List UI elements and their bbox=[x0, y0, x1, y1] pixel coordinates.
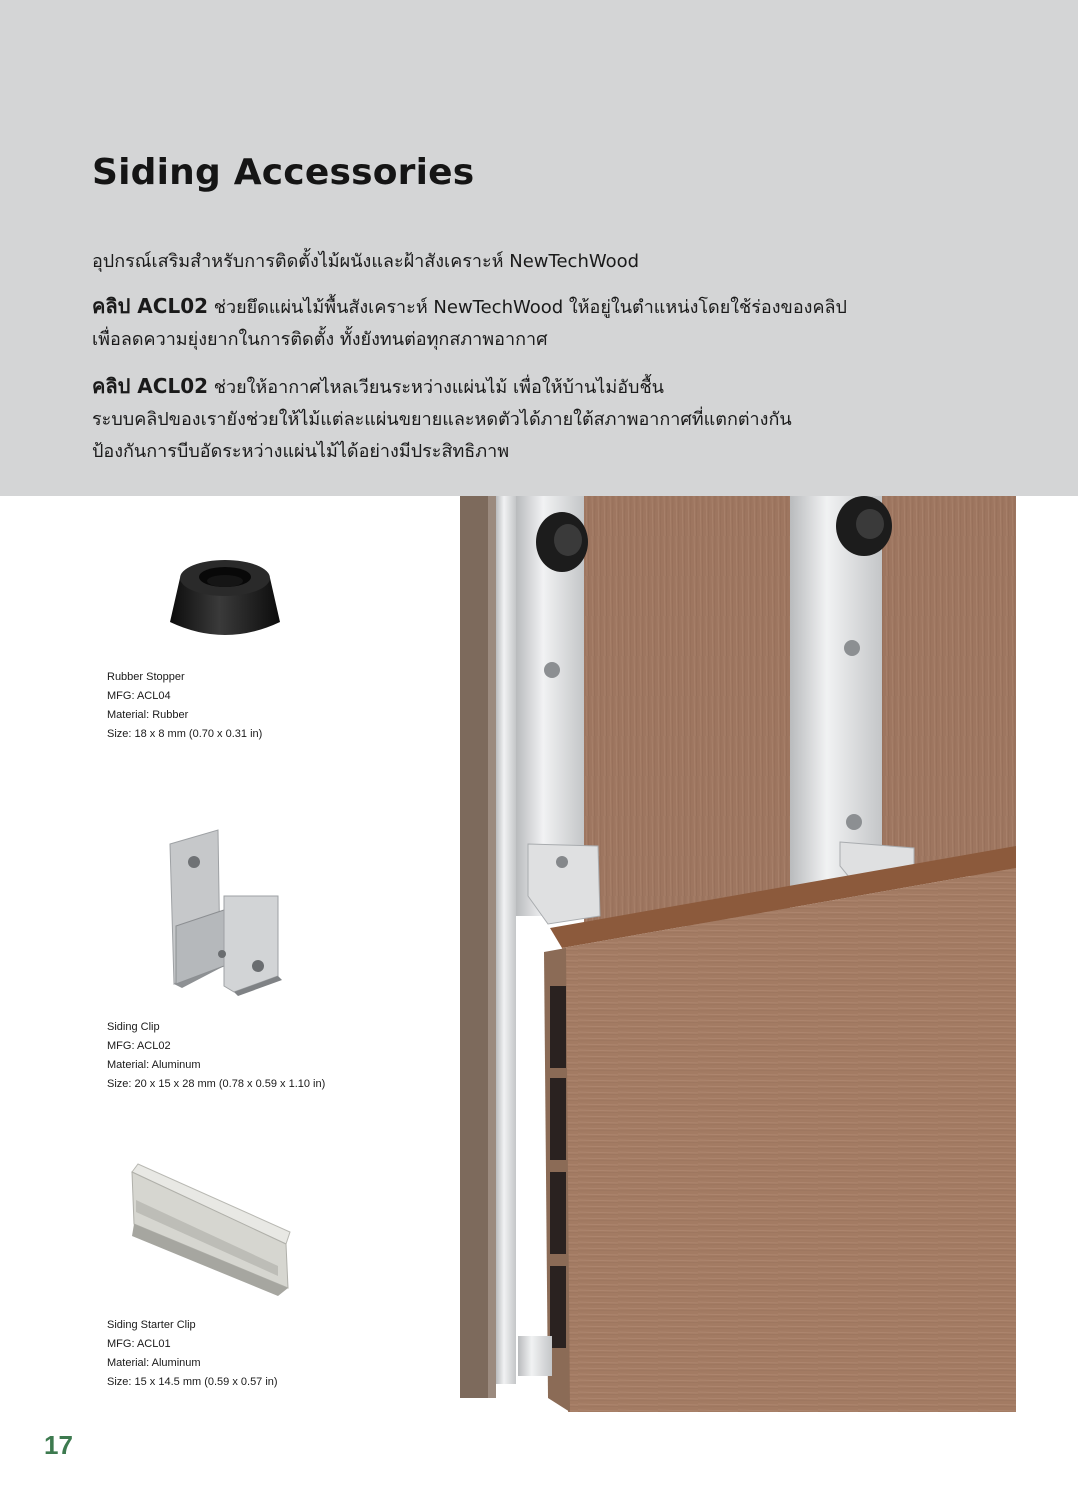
product-name: Rubber Stopper bbox=[107, 671, 185, 683]
product-spec-rubber-stopper bbox=[107, 668, 262, 744]
paragraph-lead: คลิป ACL02 bbox=[92, 294, 209, 318]
product-mfg: MFG: ACL04 bbox=[107, 690, 171, 702]
paragraph-line bbox=[92, 370, 992, 404]
siding-installation-photo bbox=[458, 496, 1016, 1412]
product-material: Material: Rubber bbox=[107, 709, 189, 721]
product-size: Size: 20 x 15 x 28 mm (0.78 x 0.59 x 1.10 in) bbox=[107, 1078, 326, 1090]
product-name: Siding Clip bbox=[107, 1021, 160, 1033]
intro-text: อุปกรณ์เสริมสำหรับการติดตั้งไม้ผนังและฝ้าสังเคราะห์ NewTechWood bbox=[92, 251, 640, 272]
siding-clip-image bbox=[162, 826, 292, 996]
paragraph-clip-hold bbox=[92, 290, 992, 356]
paragraph-text: ช่วยให้อากาศไหลเวียนระหว่างแผ่นไม้ เพื่อให้บ้านไม่อับชื้น bbox=[208, 377, 664, 398]
product-spec-starter-clip bbox=[107, 1316, 278, 1392]
page-number: 17 bbox=[44, 1430, 73, 1460]
product-size: Size: 18 x 8 mm (0.70 x 0.31 in) bbox=[107, 728, 263, 740]
product-mfg: MFG: ACL02 bbox=[107, 1040, 171, 1052]
paragraph-lead: คลิป ACL02 bbox=[92, 374, 209, 398]
paragraph-line: ระบบคลิปของเรายังช่วยให้ไม้แต่ละแผ่นขยายและหดตัวได้ภายใต้สภาพอากาศที่แตกต่างกัน bbox=[92, 409, 792, 430]
product-mfg: MFG: ACL01 bbox=[107, 1338, 171, 1350]
paragraph-clip-airflow bbox=[92, 370, 992, 468]
product-spec-siding-clip bbox=[107, 1018, 325, 1094]
product-material: Material: Aluminum bbox=[107, 1059, 201, 1071]
paragraph-text: ช่วยยึดแผ่นไม้พื้นสังเคราะห์ NewTechWood ให้อยู่ในตำแหน่งโดยใช้ร่องของคลิป bbox=[208, 297, 847, 318]
paragraph-line: ป้องกันการบีบอัดระหว่างแผ่นไม้ได้อย่างมีประสิทธิภาพ bbox=[92, 441, 510, 462]
header-panel bbox=[0, 0, 1078, 496]
starter-clip-image bbox=[128, 1160, 294, 1300]
product-size: Size: 15 x 14.5 mm (0.59 x 0.57 in) bbox=[107, 1376, 278, 1388]
rubber-stopper-image bbox=[160, 550, 290, 650]
paragraph-line: เพื่อลดความยุ่งยากในการติดตั้ง ทั้งยังทนต่อทุกสภาพอากาศ bbox=[92, 329, 548, 350]
paragraph-line bbox=[92, 290, 992, 324]
page-title: Siding Accessories bbox=[92, 152, 475, 193]
product-material: Material: Aluminum bbox=[107, 1357, 201, 1369]
product-name: Siding Starter Clip bbox=[107, 1319, 196, 1331]
